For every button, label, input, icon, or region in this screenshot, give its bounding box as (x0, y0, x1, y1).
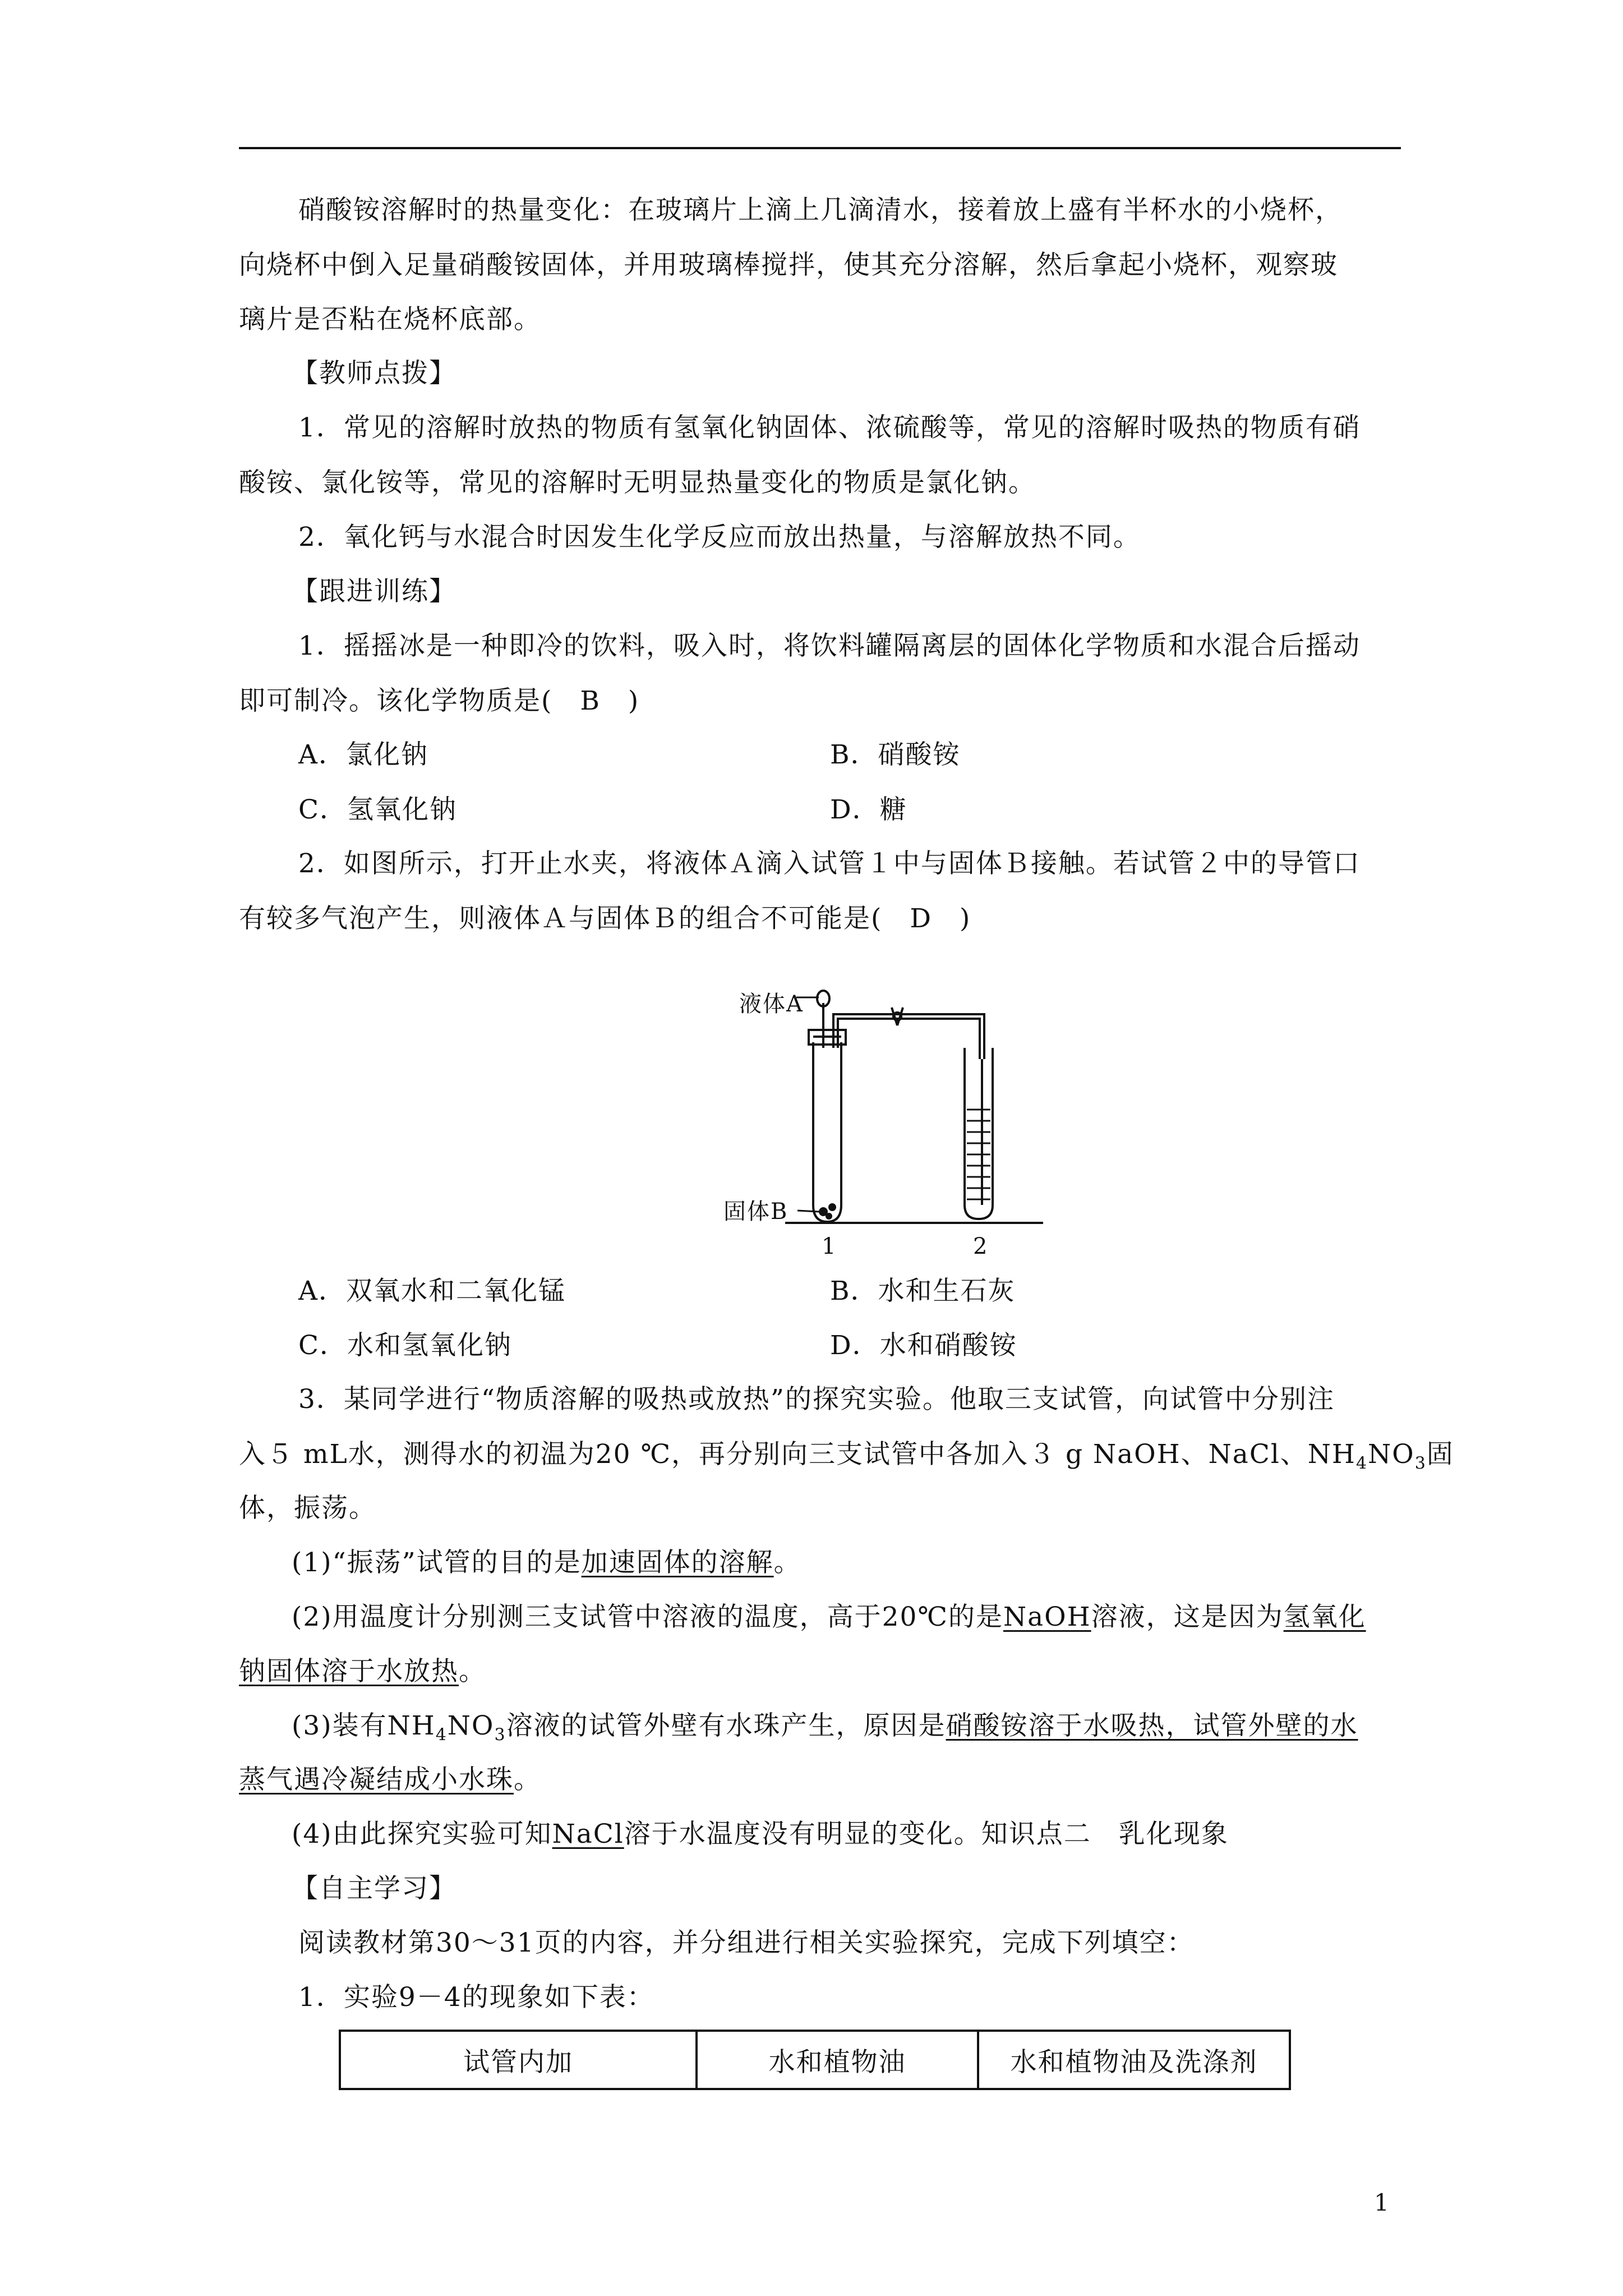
q1-line-a: 1．摇摇冰是一种即冷的饮料，吸入时，将饮料罐隔离层的固体化学物质和水混合后摇动 (298, 631, 1361, 661)
header-rule (239, 147, 1401, 149)
page-number: 1 (1374, 2189, 1389, 2216)
teacher-point-2: 2．氧化钙与水混合时因发生化学反应而放出热量，与溶解放热不同。 (298, 522, 1141, 553)
q2-option-d: D．水和硝酸铵 (830, 1330, 1017, 1361)
label-tube-1: 1 (822, 1234, 837, 1259)
self-study-p1: 阅读教材第30～31页的内容，并分组进行相关实验探究，完成下列填空： (298, 1927, 1195, 1958)
q2-line-a: 2．如图所示，打开止水夹，将液体Ａ滴入试管１中与固体Ｂ接触。若试管２中的导管口 (298, 848, 1361, 879)
table-header-cell: 水和植物油及洗涤剂 (978, 2031, 1290, 2089)
q3-sub-4: (4)由此探究实验可知NaCl溶于水温度没有明显的变化。知识点二 乳化现象 (292, 1819, 1229, 1849)
answer-2a: NaOH (1003, 1602, 1091, 1632)
q2-option-c: C．水和氢氧化钠 (298, 1330, 512, 1361)
table-header-cell: 水和植物油 (697, 2031, 978, 2089)
intro-line-1: 硝酸铵溶解时的热量变化：在玻璃片上滴上几滴清水，接着放上盛有半杯水的小烧杯， (298, 195, 1343, 226)
q3-line-a: 3．某同学进行“物质溶解的吸热或放热”的探究实验。他取三支试管，向试管中分别注 (298, 1384, 1335, 1415)
answer-3: 硝酸铵溶于水吸热，试管外壁的水 (946, 1710, 1358, 1741)
q3-sub-3: (3)装有$NH_4NO_3$溶液的试管外壁有水珠产生，原因是硝酸铵溶于水吸热，试管外壁的水 (292, 1710, 1358, 1745)
teacher-heading: 【教师点拨】 (292, 358, 457, 389)
table-header-row (340, 2031, 1290, 2089)
q1-option-c: C．氢氧化钠 (298, 794, 457, 825)
q3-line-b: 入５ mL水，测得水的初温为20 ℃，再分别向三支试管中各加入３ g NaOH、NaCl、$NH_4NO_3$固 (239, 1439, 1454, 1474)
q1-option-b: B．硝酸铵 (830, 739, 961, 770)
table-header-cell: 试管内加 (340, 2031, 697, 2089)
q3-line-c: 体，振荡。 (239, 1493, 376, 1524)
intro-line-3: 璃片是否粘在烧杯底部。 (239, 304, 541, 335)
self-study-heading: 【自主学习】 (292, 1873, 457, 1904)
teacher-point-1b: 酸铵、氯化铵等，常见的溶解时无明显热量变化的物质是氯化钠。 (239, 467, 1036, 498)
experiment-table (339, 2030, 1291, 2090)
answer-1: 加速固体的溶解 (581, 1547, 774, 1578)
label-liquid-a: 液体A (739, 991, 804, 1017)
q1-option-d: D．糖 (830, 794, 907, 825)
q2-option-b: B．水和生石灰 (830, 1276, 1016, 1306)
q1-line-b: 即可制冷。该化学物质是( B ) (239, 685, 640, 716)
label-tube-2: 2 (973, 1234, 989, 1259)
self-study-p2: 1．实验9－4的现象如下表： (298, 1982, 654, 2013)
answer-4: NaCl (552, 1819, 624, 1849)
label-solid-b: 固体B (723, 1199, 789, 1225)
answer-2b: 氢氧化 (1283, 1602, 1366, 1632)
teacher-point-1a: 1．常见的溶解时放热的物质有氢氧化钠固体、浓硫酸等，常见的溶解时吸热的物质有硝 (298, 412, 1361, 443)
practice-heading: 【跟进训练】 (292, 576, 457, 607)
q3-sub-2: (2)用温度计分别测三支试管中溶液的温度，高于20℃的是NaOH溶液，这是因为氢氧化 (292, 1602, 1366, 1632)
q2-line-b: 有较多气泡产生，则液体Ａ与固体Ｂ的组合不可能是( D ) (239, 903, 971, 934)
q3-sub-3-cont: 蒸气遇冷凝结成小水珠。 (239, 1764, 541, 1795)
q1-option-a: A．氯化钠 (298, 739, 428, 770)
intro-line-2: 向烧杯中倒入足量硝酸铵固体，并用玻璃棒搅拌，使其充分溶解，然后拿起小烧杯，观察玻 (239, 250, 1338, 280)
q3-sub-2-cont: 钠固体溶于水放热。 (239, 1656, 486, 1687)
q2-option-a: A．双氧水和二氧化锰 (298, 1276, 566, 1306)
q3-sub-1: (1)“振荡”试管的目的是加速固体的溶解。 (292, 1547, 801, 1578)
